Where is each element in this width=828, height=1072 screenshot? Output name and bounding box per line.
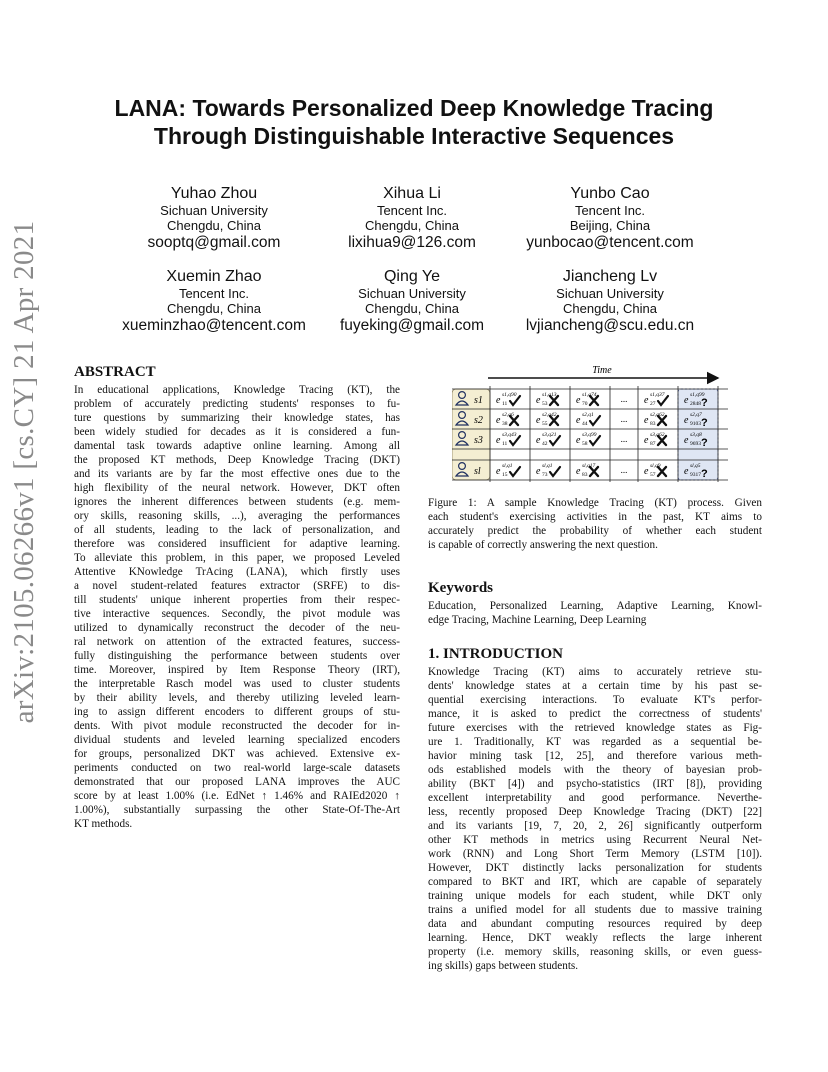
- interaction-cell: [536, 463, 560, 478]
- interaction-cell: [576, 432, 600, 447]
- author-block: [500, 267, 720, 335]
- author-affiliation: Tencent Inc.: [574, 203, 646, 218]
- question-icon: ?: [701, 468, 708, 480]
- text-line: ignores the inherent differences between students (e.g. mem-: [74, 496, 400, 508]
- cell-superscript: sl,q1: [542, 463, 553, 469]
- ellipsis: ...: [620, 434, 628, 444]
- introduction-body: [428, 665, 762, 973]
- abstract-heading: ABSTRACT: [74, 364, 156, 380]
- cell-e: e: [576, 435, 581, 446]
- cell-e: e: [536, 415, 541, 426]
- text-line: tive interactive sequences. Secondly, the pivot module was: [74, 608, 400, 620]
- cell-subscript: 44: [582, 421, 588, 427]
- cell-superscript: s1,q37: [650, 392, 665, 398]
- keywords-section: [428, 580, 762, 627]
- keywords-heading: Keywords: [428, 580, 493, 596]
- author-name: Xuemin Zhao: [166, 268, 262, 285]
- author-location: Chengdu, China: [563, 301, 657, 316]
- cell-e: e: [644, 435, 649, 446]
- student-label: s3: [474, 435, 483, 446]
- cell-superscript: s1,q99: [690, 392, 705, 398]
- cell-e: e: [496, 415, 501, 426]
- cell-subscript: 9103: [690, 421, 701, 427]
- cell-superscript: s2,q1: [582, 412, 594, 418]
- author-email[interactable]: xueminzhao@tencent.com: [122, 317, 306, 334]
- text-line: the interpretable Rasch model was used to cluster students: [74, 678, 400, 690]
- ellipsis: ...: [620, 414, 628, 424]
- author-email[interactable]: lixihua9@126.com: [348, 234, 476, 251]
- text-line: less, recently proposed Deep Knowledge Tracing (DKT) [22]: [428, 806, 762, 818]
- text-line: other KT methods in metrics using Recurrent Neural Net-: [428, 834, 762, 846]
- interaction-cell: [576, 412, 600, 427]
- cell-e: e: [576, 395, 581, 406]
- cell-e: e: [644, 415, 649, 426]
- author-name: Yuhao Zhou: [170, 185, 258, 202]
- author-block: [104, 184, 324, 252]
- cell-subscript: 57: [650, 472, 656, 478]
- interaction-cell: [576, 463, 598, 478]
- cell-superscript: s1,q90: [502, 392, 517, 398]
- text-line: each student's exercising activities in the past, KT aims to: [428, 511, 762, 523]
- text-line: data and abundant computing resources required by deep: [428, 918, 762, 930]
- cell-superscript: sl,q9: [650, 463, 661, 469]
- text-line: Figure 1: A sample Knowledge Tracing (KT) process. Given: [428, 497, 762, 509]
- author-affiliation: Tencent Inc.: [178, 286, 250, 301]
- text-line: ability (BKT [4]) and psycho-statistics (IRT [8]), providing: [428, 778, 762, 790]
- student-label: s1: [474, 395, 483, 406]
- student-label: s2: [474, 415, 483, 426]
- cell-subscript: 27: [650, 401, 656, 407]
- cell-superscript: s1,q13: [542, 392, 557, 398]
- cell-superscript: s3,q21: [542, 432, 557, 438]
- text-line: work (RNN) and Long Short Term Memory (LSTM [10]).: [428, 848, 762, 860]
- cell-e: e: [684, 415, 689, 426]
- cell-superscript: s2,q7: [690, 412, 702, 418]
- text-line: and its variants [19, 7, 20, 2, 26] significantly outperform: [428, 820, 762, 832]
- text-line: compared to BKT and IRT, which are capable of separately: [428, 876, 762, 888]
- author-block: [302, 267, 522, 335]
- author-location: Chengdu, China: [365, 218, 459, 233]
- student-label: sl: [474, 466, 481, 477]
- interaction-cell: [496, 392, 520, 407]
- cell-superscript: s2,q62: [650, 412, 665, 418]
- cell-subscript: 15: [502, 472, 508, 478]
- ellipsis: ...: [620, 394, 628, 404]
- text-line: ing to assign different encoders to different groups of stu-: [74, 706, 400, 718]
- cell-e: e: [684, 466, 689, 477]
- text-line: ture questions by summarizing their knowledge states, has: [74, 412, 400, 424]
- text-line: ing skills) gaps between students.: [428, 960, 579, 972]
- cell-e: e: [536, 395, 541, 406]
- text-line: ral network on attention of the extracted features, success-: [74, 636, 400, 648]
- cell-subscript: 87: [650, 441, 656, 447]
- text-line: is capable of correctly answering the next question.: [428, 539, 658, 551]
- author-block: [500, 184, 720, 252]
- author-affiliation: Tencent Inc.: [376, 203, 448, 218]
- interaction-cell: [576, 391, 598, 407]
- text-line: To alleviate this problem, in this paper, we proposed Leveled: [74, 552, 400, 564]
- author-email[interactable]: lvjiancheng@scu.edu.cn: [525, 317, 695, 334]
- cell-e: e: [684, 395, 689, 406]
- cell-e: e: [496, 435, 501, 446]
- cell-e: e: [536, 435, 541, 446]
- paper-title: [74, 94, 754, 150]
- text-line: 1.00%), substantially surpassing the other State-Of-The-Art: [74, 804, 400, 816]
- cell-superscript: s3,q43: [502, 432, 517, 438]
- author-location: Beijing, China: [569, 218, 651, 233]
- cell-subscript: 83: [582, 472, 588, 478]
- text-line: KT methods.: [74, 818, 133, 830]
- cell-subscript: 70: [582, 401, 588, 407]
- text-line: property (i.e. memory skills, reasoning skills, or even guess-: [428, 946, 762, 958]
- cell-superscript: s3,q99: [582, 432, 597, 438]
- introduction-section: [428, 646, 762, 973]
- author-location: Chengdu, China: [167, 301, 261, 316]
- cell-e: e: [496, 395, 501, 406]
- interaction-cell: [644, 392, 668, 407]
- text-line: future exercises with the retrieved knowledge states as Fig-: [428, 722, 762, 734]
- introduction-heading: 1. INTRODUCTION: [428, 646, 564, 662]
- text-line: dividual students and leveled learning specialized encoders: [74, 734, 400, 746]
- cell-subscript: 11: [502, 441, 508, 447]
- text-line: ods established models with the theory of bayesian prob-: [428, 764, 762, 776]
- text-line: high flexibility of the neural network. However, DKT often: [74, 482, 400, 494]
- interaction-cell: [644, 412, 666, 427]
- cell-subscript: 11: [502, 401, 508, 407]
- interaction-cell: [536, 411, 558, 427]
- text-line: demonstrated that our proposed LANA improves the AUC: [74, 776, 400, 788]
- cell-e: e: [576, 466, 581, 477]
- arxiv-identifier: arXiv:2105.06266v1 [cs.CY] 21 Apr 2021: [8, 220, 40, 724]
- cell-superscript: sl,q1: [502, 463, 513, 469]
- interaction-cell: [496, 412, 518, 427]
- cell-subscript: 9317: [690, 472, 701, 478]
- text-line: therefore was considered insufficient for adaptive learning.: [74, 538, 400, 550]
- text-line: periments conducted on two real-world large-scale datasets: [74, 762, 400, 774]
- interaction-cell: [536, 392, 558, 407]
- question-icon: ?: [701, 397, 708, 409]
- cell-e: e: [496, 466, 501, 477]
- abstract-body: [74, 383, 400, 831]
- text-line: training unique models for each student, while DKT only: [428, 890, 762, 902]
- cell-superscript: s2,q6: [502, 412, 514, 418]
- figure-rows: [456, 391, 708, 480]
- text-line: learning. Hence, DKT weakly reflects the large inherent: [428, 932, 762, 944]
- text-line: In educational applications, Knowledge Tracing (KT), the: [74, 384, 400, 396]
- interaction-cell: [644, 463, 666, 478]
- author-affiliation: Sichuan University: [556, 286, 664, 301]
- title-line: LANA: Towards Personalized Deep Knowledge Tracing: [114, 95, 714, 121]
- author-location: Chengdu, China: [167, 218, 261, 233]
- author-name: Xihua Li: [383, 185, 441, 202]
- cell-subscript: 38: [502, 421, 508, 427]
- text-line: accurately predict the probability of whether each student: [428, 525, 762, 537]
- cross-icon: [658, 467, 666, 476]
- cell-e: e: [644, 395, 649, 406]
- text-line: quential exercising interactions. To evaluate KT's perfor-: [428, 694, 762, 706]
- title-line: Through Distinguishable Interactive Sequences: [153, 123, 675, 149]
- author-email[interactable]: yunbocao@tencent.com: [526, 234, 694, 251]
- cell-subscript: 42: [542, 441, 548, 447]
- interaction-cell: [496, 463, 520, 478]
- author-name: Jiancheng Lv: [562, 268, 658, 285]
- cell-superscript: sl,q5: [690, 463, 701, 469]
- text-line: a novel student-related features extractor (SRFE) to dis-: [74, 580, 400, 592]
- text-line: utilized to dynamically reconstruct the decoder of the neu-: [74, 622, 400, 634]
- text-line: ory skills, reasoning skills, ...), averaging the performances: [74, 510, 400, 522]
- text-line: and its variants are by far the most effective ones due to the: [74, 468, 400, 480]
- author-affiliation: Sichuan University: [160, 203, 268, 218]
- figure-caption: [428, 496, 762, 552]
- text-line: score by at least 1.00% (i.e. EdNet ↑ 1.46% and RAIEd2020 ↑: [74, 790, 400, 802]
- cell-subscript: 55: [542, 421, 548, 427]
- ellipsis: ...: [620, 465, 628, 475]
- text-line: time. Moreover, inspired by Item Response Theory (IRT),: [74, 664, 400, 676]
- text-line: by their ability levels, and thereby utilizing leveled learn-: [74, 692, 400, 704]
- text-line: fully distinguishing the performance between students over: [74, 650, 400, 662]
- cell-subscript: 83: [650, 421, 656, 427]
- text-line: ure 1. Traditionally, KT was regarded as a sequential be-: [428, 736, 762, 748]
- cell-superscript: s3,q62: [650, 432, 665, 438]
- cell-superscript: sl,q17: [582, 463, 596, 469]
- question-icon: ?: [701, 417, 708, 429]
- text-line: Education, Personalized Learning, Adaptive Learning, Knowl-: [428, 600, 762, 612]
- cell-subscript: 53: [542, 401, 548, 407]
- text-line: However, DKT distinctly lacks personalization for students: [428, 862, 762, 874]
- cell-subscript: 58: [582, 441, 588, 447]
- text-line: trains a unified model for all students due to massive training: [428, 904, 762, 916]
- cell-subscript: 73: [542, 472, 548, 478]
- interaction-cell: [496, 431, 520, 447]
- text-line: mance, it is asked to predict the correctness of students': [428, 708, 762, 720]
- text-line: dents' knowledge states at a certain time by his past se-: [428, 680, 762, 692]
- question-icon: ?: [701, 437, 708, 449]
- text-line: problem of accurately predicting students' responses to fu-: [74, 398, 400, 410]
- text-line: the proposed KT methods, Deep Knowledge Tracing (DKT): [74, 454, 400, 466]
- cell-superscript: s1,q74: [582, 392, 597, 398]
- cell-superscript: s3,q8: [690, 432, 702, 438]
- interaction-cell: [536, 432, 560, 447]
- keywords-body: [428, 599, 762, 627]
- author-name: Yunbo Cao: [570, 185, 650, 202]
- author-email[interactable]: sooptq@gmail.com: [147, 234, 281, 251]
- cell-e: e: [536, 466, 541, 477]
- author-block: [302, 184, 522, 252]
- cell-e: e: [644, 466, 649, 477]
- text-line: havior mining task [12, 25], and therefore various meth-: [428, 750, 762, 762]
- cell-subscript: 2848: [690, 401, 701, 407]
- abstract-section: [74, 364, 400, 831]
- time-axis-label: Time: [592, 365, 612, 376]
- text-line: till students' unique inherent properties from their respec-: [74, 594, 400, 606]
- text-line: damental task towards adaptive online learning. Among all: [74, 440, 400, 452]
- author-email[interactable]: fuyeking@gmail.com: [339, 317, 485, 334]
- author-affiliation: Sichuan University: [358, 286, 466, 301]
- text-line: been widely studied for decades as it is considered a fun-: [74, 426, 400, 438]
- interaction-cell: [644, 432, 666, 447]
- author-block: [104, 267, 324, 335]
- text-line: Knowledge Tracing (KT) aims to accurately retrieve stu-: [428, 666, 762, 678]
- cross-icon: [510, 416, 518, 425]
- author-location: Chengdu, China: [365, 301, 459, 316]
- text-line: for groups, personalized DKT was achieved. Extensive ex-: [74, 748, 400, 760]
- cell-e: e: [576, 415, 581, 426]
- text-line: dents. With pivot module reconstructed the decoder for in-: [74, 720, 400, 732]
- text-line: of all students, leading to the lack of personalization, and: [74, 524, 400, 536]
- author-name: Qing Ye: [383, 268, 441, 285]
- cell-e: e: [684, 435, 689, 446]
- text-line: edge Tracing, Machine Learning, Deep Learning: [428, 614, 647, 626]
- cell-superscript: s2,q42: [542, 412, 557, 418]
- text-line: excellent interpretability and good performance. Neverthe-: [428, 792, 762, 804]
- text-line: Attentive KNowledge TrAcing (LANA), which firstly uses: [74, 566, 400, 578]
- figure-kt-process: [452, 364, 752, 482]
- cell-subscript: 9693: [690, 441, 701, 447]
